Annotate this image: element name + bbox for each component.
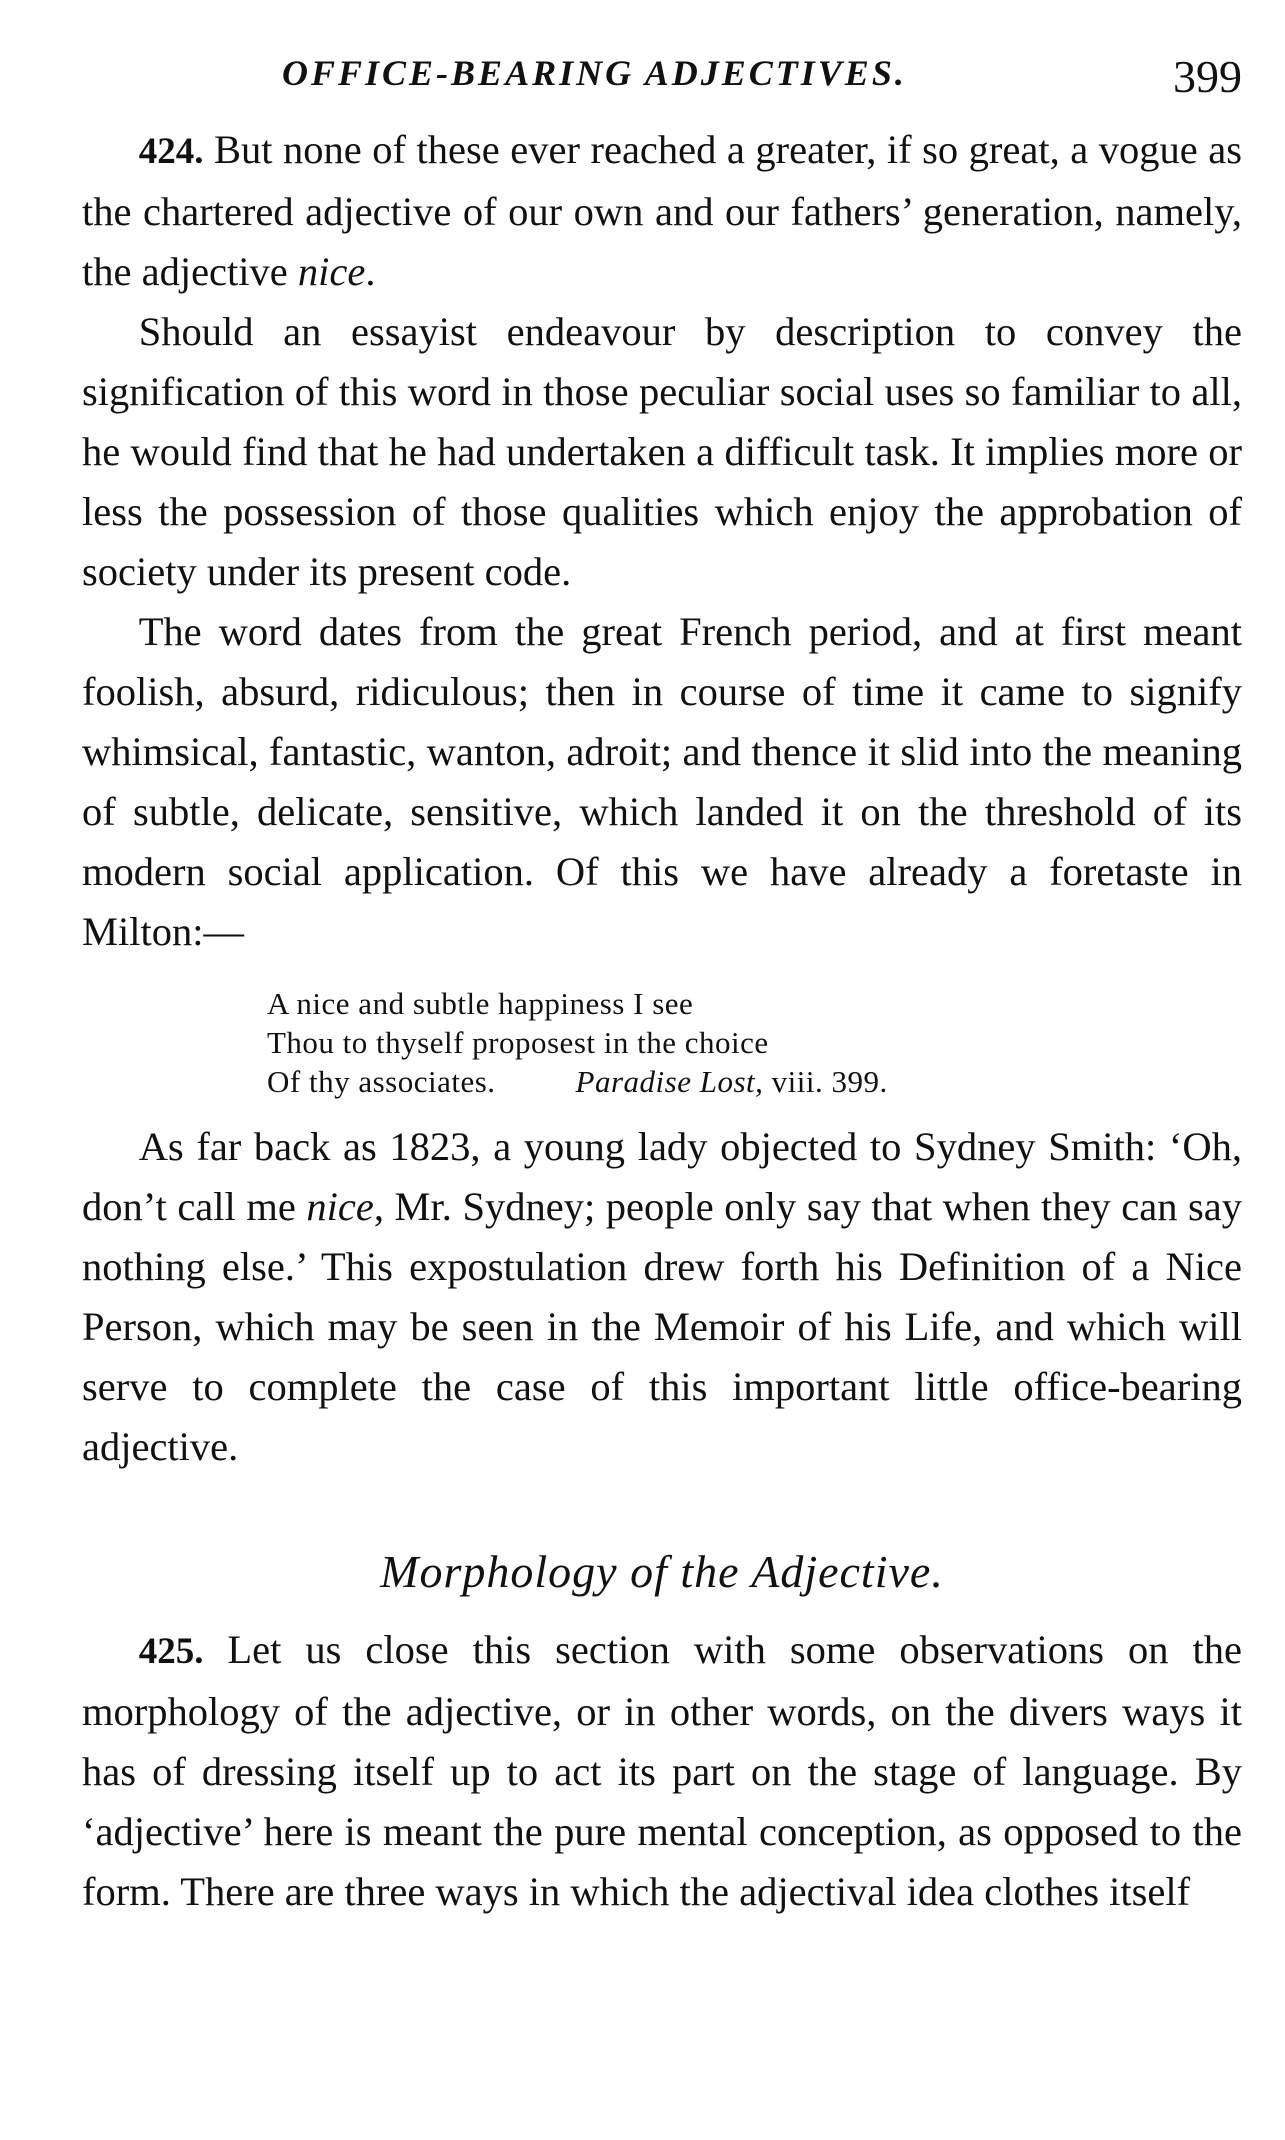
paragraph-text: As far back as 1823, a young lady objected to Sydney Smith: ‘Oh, don’t call me <box>82 1124 1242 1229</box>
emphasis-word: nice <box>297 249 366 294</box>
paragraph-text-end: . <box>365 249 376 294</box>
book-page <box>82 50 1242 1922</box>
paragraph-425 <box>82 1620 1242 1922</box>
quotation-line-text: Of thy associates. <box>267 1064 496 1099</box>
paragraph-word-dates: The word dates from the great French period, and at first meant foolish, absurd, ridiculous; then in course of time it came to signify whimsical, fantastic, wanton, adroit; and thence it slid into the meaning of subtle, delicate, sensitive, which landed it on the threshold of its modern social application. Of this we have already a foretaste in Milton:— <box>82 609 1242 954</box>
paragraph-text: Let us close this section with some observations on the morphology of the adjective, or in other words, on the divers ways it has of dressing itself up to act its part on the stage of language. By ‘adjective’ here is meant the pure mental conception, as opposed to the form. There are three ways in which the adjectival idea clothes itself <box>82 1627 1242 1914</box>
quotation-last-line <box>267 1062 1242 1101</box>
section-heading: Morphology of the Adjective. <box>380 1546 944 1597</box>
paragraph-text: But none of these ever reached a greater, if so great, a vogue as the chartered adjective of our own and our fathers’ generation, namely, the adjective <box>82 127 1242 294</box>
page-number: 399 <box>1173 51 1242 102</box>
quotation-line: Thou to thyself proposest in the choice <box>267 1025 769 1060</box>
quotation-source-title: Paradise Lost, <box>575 1064 764 1099</box>
milton-quotation <box>267 984 1242 1101</box>
quotation-source-location: viii. 399. <box>763 1064 888 1099</box>
paragraph-text-end: , Mr. Sydney; people only say that when they can say nothing else.’ This expostulation drew forth his Definition of a Nice Person, which may be seen in the Memoir of his Life, and which will serve to complete the case of this important little office-bearing adjective. <box>82 1184 1242 1469</box>
paragraph-number: 425. <box>138 1631 204 1672</box>
emphasis-word: nice <box>306 1184 374 1229</box>
running-title: OFFICE-BEARING ADJECTIVES. <box>282 53 907 93</box>
paragraph-424 <box>82 120 1242 302</box>
paragraph-number: 424. <box>138 131 204 172</box>
paragraph-essayist: Should an essayist endeavour by description to convey the signification of this word in those peculiar social uses so familiar to all, he would find that he had undertaken a difficult task. It implies more or less the possession of those qualities which enjoy the approbation of society under its present code. <box>82 309 1242 594</box>
quotation-line: A nice and subtle happiness I see <box>267 986 694 1021</box>
running-head <box>82 50 1242 120</box>
paragraph-sydney-smith <box>82 1117 1242 1477</box>
